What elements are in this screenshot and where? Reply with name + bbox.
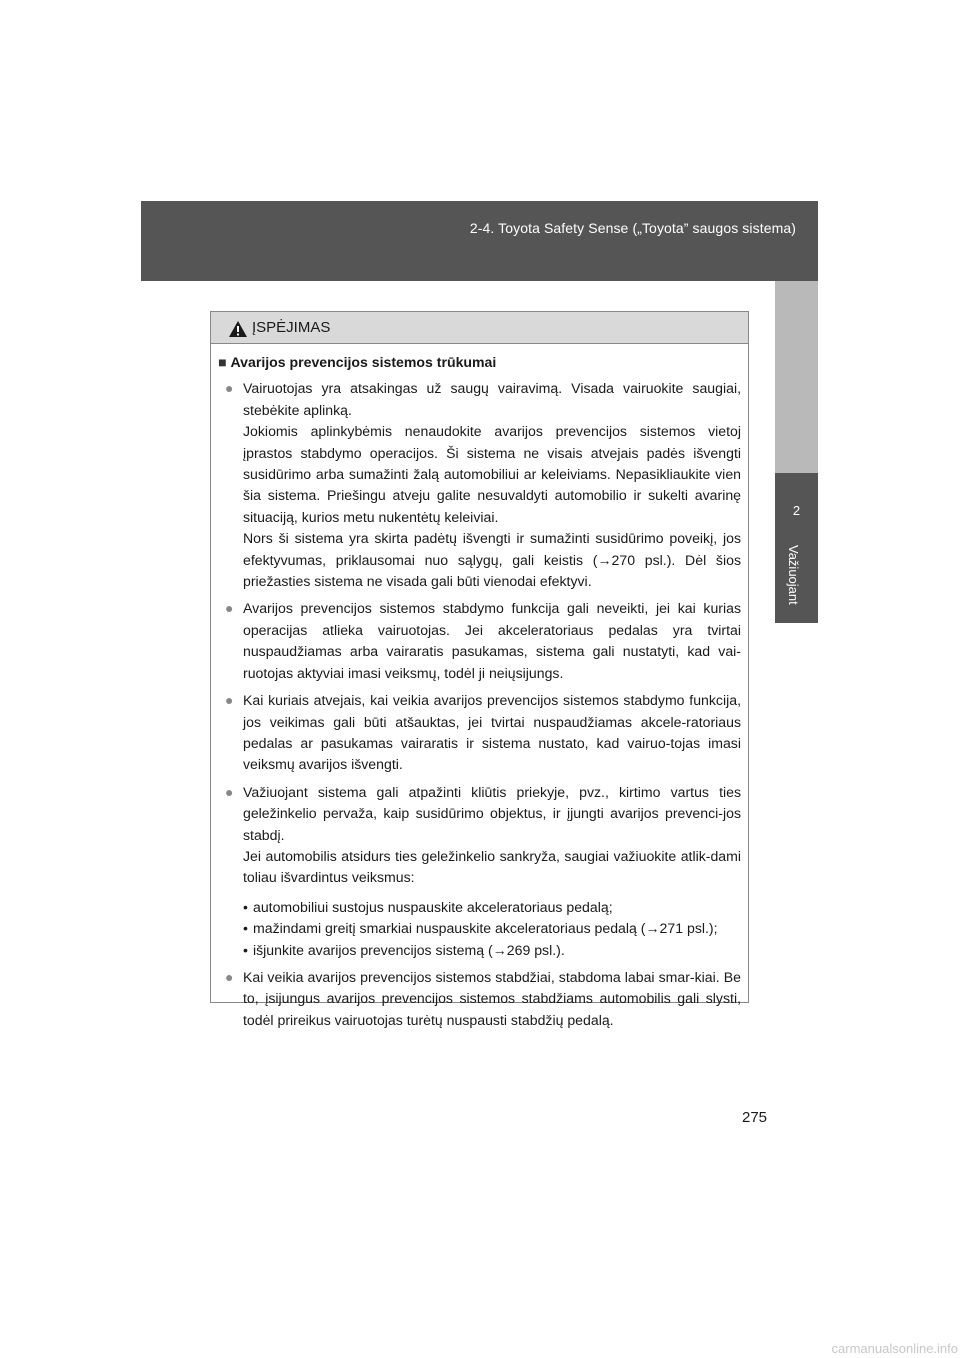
warning-box xyxy=(210,311,749,1028)
bullet-text xyxy=(243,967,741,1031)
sub-item-text: mažindami greitį smarkiai nuspauskite akceleratoriaus pedalą (→271 psl.); xyxy=(253,920,718,937)
warning-title: ĮSPĖJIMAS xyxy=(252,319,331,336)
sub-list-item xyxy=(243,940,741,961)
paragraph: Avarijos prevencijos sistemos stabdymo funkcija gali neveikti, jei kai kurias operacijas atlieka vairuotojas. Jei akceleratoriaus pedalas yra tvirtai nuspaudžiamas arba vairaratis pasukamas, sistema gali nustatyti, kad vai-ruotojas aktyviai imasi veiksmų, todėl ji neiųsijungs. xyxy=(243,600,741,681)
list-item xyxy=(218,967,741,1031)
section-heading-text: Avarijos prevencijos sistemos trūkumai xyxy=(230,354,497,370)
sub-item-text: automobiliui sustojus nuspauskite akceleratoriaus pedalą; xyxy=(253,898,613,915)
list-item xyxy=(218,690,741,776)
paragraph: Vairuotojas yra atsakingas už saugų vairavimą. Visada vairuokite saugiai, stebėkite aplinką. xyxy=(243,380,741,418)
section-title: 2-4. Toyota Safety Sense („Toyota” saugos sistema) xyxy=(469,220,796,236)
list-item xyxy=(218,378,741,592)
sub-bullet-marker: • xyxy=(243,920,248,937)
bullet-marker: ● xyxy=(225,783,234,800)
section-heading xyxy=(218,352,741,373)
list-item xyxy=(218,782,741,961)
chapter-label: Važiuojant xyxy=(786,545,801,605)
warning-body xyxy=(211,344,748,1031)
chapter-side-tab xyxy=(775,473,818,623)
sub-list-item xyxy=(243,897,741,918)
bullet-text xyxy=(243,378,741,592)
section-marker: ■ xyxy=(218,354,227,370)
bullet-marker: ● xyxy=(225,692,234,709)
bullet-marker: ● xyxy=(225,968,234,985)
bullet-marker: ● xyxy=(225,380,234,397)
bullet-text xyxy=(243,598,741,684)
chapter-number: 2 xyxy=(792,503,801,518)
sub-bullet-marker: • xyxy=(243,941,248,958)
paragraph: Nors ši sistema yra skirta padėtų išvengti ir sumažinti susidūrimo poveikį, jos efektyvumas, priklausomai nuo sąlygų, gali keistis (→270 psl.). Dėl šios priežasties sistema ne visada gali būti vienodai efektyvi. xyxy=(243,530,741,590)
bullet-text xyxy=(243,782,741,961)
paragraph: Važiuojant sistema gali atpažinti kliūtis priekyje, pvz., kirtimo vartus ties geležinkelio pervaža, kaip susidūrimo objektus, ir įjungti avarijos prevenci-jos stabdį. xyxy=(243,783,741,843)
sub-item-text: išjunkite avarijos prevencijos sistemą (→269 psl.). xyxy=(253,941,565,958)
warning-triangle-icon xyxy=(228,320,248,338)
paragraph: Kai kuriais atvejais, kai veikia avarijos prevencijos sistemos stabdymo funkcija, jos veikimas gali būti atšauktas, jei tvirtai nuspaudžiamas akcele-ratoriaus pedalas ar pasukamas vairaratis ir sistema nustato, kad vairuo-tojas imasi veiksmų avarijos išvengti. xyxy=(243,692,741,773)
paragraph: Jokiomis aplinkybėmis nenaudokite avarijos prevencijos sistemos vietoj įprastos stabdymo operacijos. Ši sistema ne visais atvejais padės išvengti susidūrimo arba sumažinti žalą automobiliui ar keleiviams. Nepasikliaukite vien šia sistema. Priešingu atveju galite nesuvaldyti automobilio ir sukelti avarinę situaciją, kurios metu nukentėtų keleiviai. xyxy=(243,423,741,525)
sub-list xyxy=(243,897,741,961)
side-tab-spacer xyxy=(775,281,818,473)
bullet-list xyxy=(218,378,741,1031)
bullet-text xyxy=(243,690,741,776)
bullet-marker: ● xyxy=(225,600,234,617)
list-item xyxy=(218,598,741,684)
watermark: carmanualsonline.info xyxy=(831,1341,958,1356)
section-header-band xyxy=(141,201,818,281)
sub-list-item xyxy=(243,918,741,939)
sub-bullet-marker: • xyxy=(243,898,248,915)
page-number: 275 xyxy=(742,1109,768,1126)
paragraph: Jei automobilis atsidurs ties geležinkelio sankryža, saugiai važiuokite atlik-dami toliau išvardintus veiksmus: xyxy=(243,847,741,886)
paragraph: Kai veikia avarijos prevencijos sistemos stabdžiai, stabdoma labai smar-kiai. Be to, įsijungus avarijos prevencijos sistemos stabdžiams automobilis gali slysti, todėl prireikus vairuotojas turėtų nuspausti stabdžių pedalą. xyxy=(243,968,741,1028)
warning-header xyxy=(211,312,748,344)
